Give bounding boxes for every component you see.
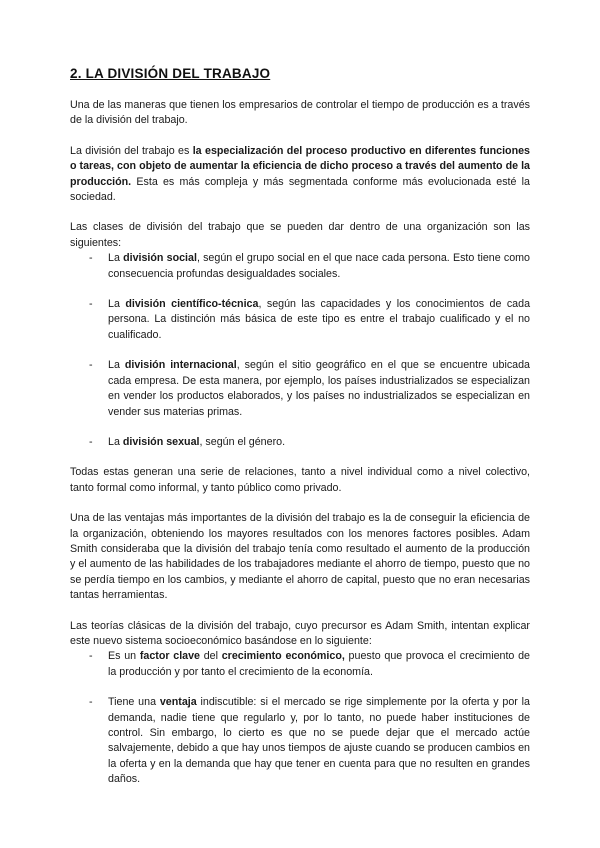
list-item-division-sexual	[70, 435, 530, 450]
text-run-bold: la especialización del proceso productivo en diferentes funciones o tareas, con objeto de aumentar la eficiencia de dicho proceso a través del aumento de la producción.	[70, 144, 530, 188]
text-run-bold: división científico-técnica	[125, 298, 259, 311]
text-run: Una de las maneras que tienen los empresarios de controlar el tiempo de producción es a través de la división del trabajo.	[70, 99, 530, 127]
text-run-bold: división social	[123, 252, 197, 265]
paragraph-intro	[70, 98, 530, 129]
text-run: La	[108, 359, 125, 372]
text-run: Esta es más compleja y más segmentada conforme más evolucionada esté la sociedad.	[70, 175, 530, 204]
paragraph-advantages	[70, 511, 530, 603]
text-run: Las clases de división del trabajo que se pueden dar dentro de una organización son las siguientes:	[70, 221, 530, 249]
text-run: Una de las ventajas más importantes de la división del trabajo es la de conseguir la eficiencia de la organización, obteniendo los mayores resultados con los menores factores posibles. Adam Smith consideraba que la división del trabajo tenía como resultado el aumento de la producción y el aumento de las habilidades de los trabajadores mediante el ahorro de tiempo, puesto que no se perdía tiempo en los cambios, y mediante el ahorro de capital, puesto que no eran necesarias tantas herramientas.	[70, 512, 530, 602]
text-run-bold: división internacional	[124, 359, 237, 372]
list-item-ventaja	[70, 695, 530, 787]
bullet-dash: -	[89, 650, 93, 663]
text-run-bold: crecimiento económico,	[221, 650, 345, 663]
text-run: La	[108, 298, 126, 311]
text-run: Es un	[108, 650, 140, 663]
text-run-bold: factor clave	[139, 650, 200, 663]
theories-list	[70, 649, 530, 787]
paragraph-classes-intro	[70, 220, 530, 251]
bullet-dash: -	[89, 252, 93, 265]
text-run: , según el género.	[199, 435, 286, 448]
text-run: Las teorías clásicas de la división del trabajo, cuyo precursor es Adam Smith, intentan explicar este nuevo sistema socioeconómico basándose en lo siguiente:	[70, 619, 530, 647]
paragraph-definition	[70, 144, 530, 206]
bullet-dash: -	[89, 359, 93, 372]
text-run: puesto que provoca el crecimiento de la producción y por tanto el crecimiento de la economía.	[108, 650, 530, 678]
classes-list	[70, 251, 530, 450]
list-item-factor-clave	[70, 649, 530, 680]
text-run: La	[108, 252, 124, 265]
text-run: del	[200, 650, 222, 663]
text-run: Tiene una	[108, 696, 160, 709]
paragraph-relations	[70, 465, 530, 496]
text-run: , según las capacidades y los conocimientos de cada persona. La distinción más básica de este tipo es entre el trabajo cualificado y el no cualificado.	[108, 298, 531, 341]
text-run: Todas estas generan una serie de relaciones, tanto a nivel individual como a nivel colectivo, tanto formal como informal, y tanto público como privado.	[70, 466, 530, 494]
paragraph-theories-intro	[70, 619, 530, 650]
text-run-bold: ventaja	[159, 696, 197, 709]
text-run: , según el grupo social en el que nace cada persona. Esto tiene como consecuencia profundas desigualdades sociales.	[108, 252, 531, 280]
bullet-dash: -	[89, 696, 93, 709]
page-title: 2. LA DIVISIÓN DEL TRABAJO	[70, 66, 271, 81]
list-item-division-social	[70, 251, 530, 282]
text-run: La división del trabajo es	[70, 144, 193, 157]
list-item-division-internacional	[70, 358, 530, 420]
bullet-dash: -	[89, 298, 93, 311]
text-run: , según el sitio geográfico en el que se encuentre ubicada cada empresa. De esta manera, por ejemplo, los países industrializados se especializan en vender los productos elaborados, y los países no industrializados se especializan en vender sus materias primas.	[108, 359, 530, 418]
text-run: La	[108, 435, 123, 448]
text-run: indiscutible: si el mercado se rige simplemente por la oferta y por la demanda, nadie tiene que regularlo y, por lo tanto, no puede haber instituciones de control. Sin embargo, lo cierto es que no se puede dejar que el mercado actúe salvajemente, debido a que hay unos tiempos de ajuste cuando se producen cambios en la oferta y en la demanda que hay que tener en cuenta para que no resulten en grandes daños.	[108, 696, 530, 786]
bullet-dash: -	[89, 435, 93, 448]
text-run-bold: división sexual	[122, 435, 200, 448]
list-item-division-cientifico-tecnica	[70, 297, 530, 343]
